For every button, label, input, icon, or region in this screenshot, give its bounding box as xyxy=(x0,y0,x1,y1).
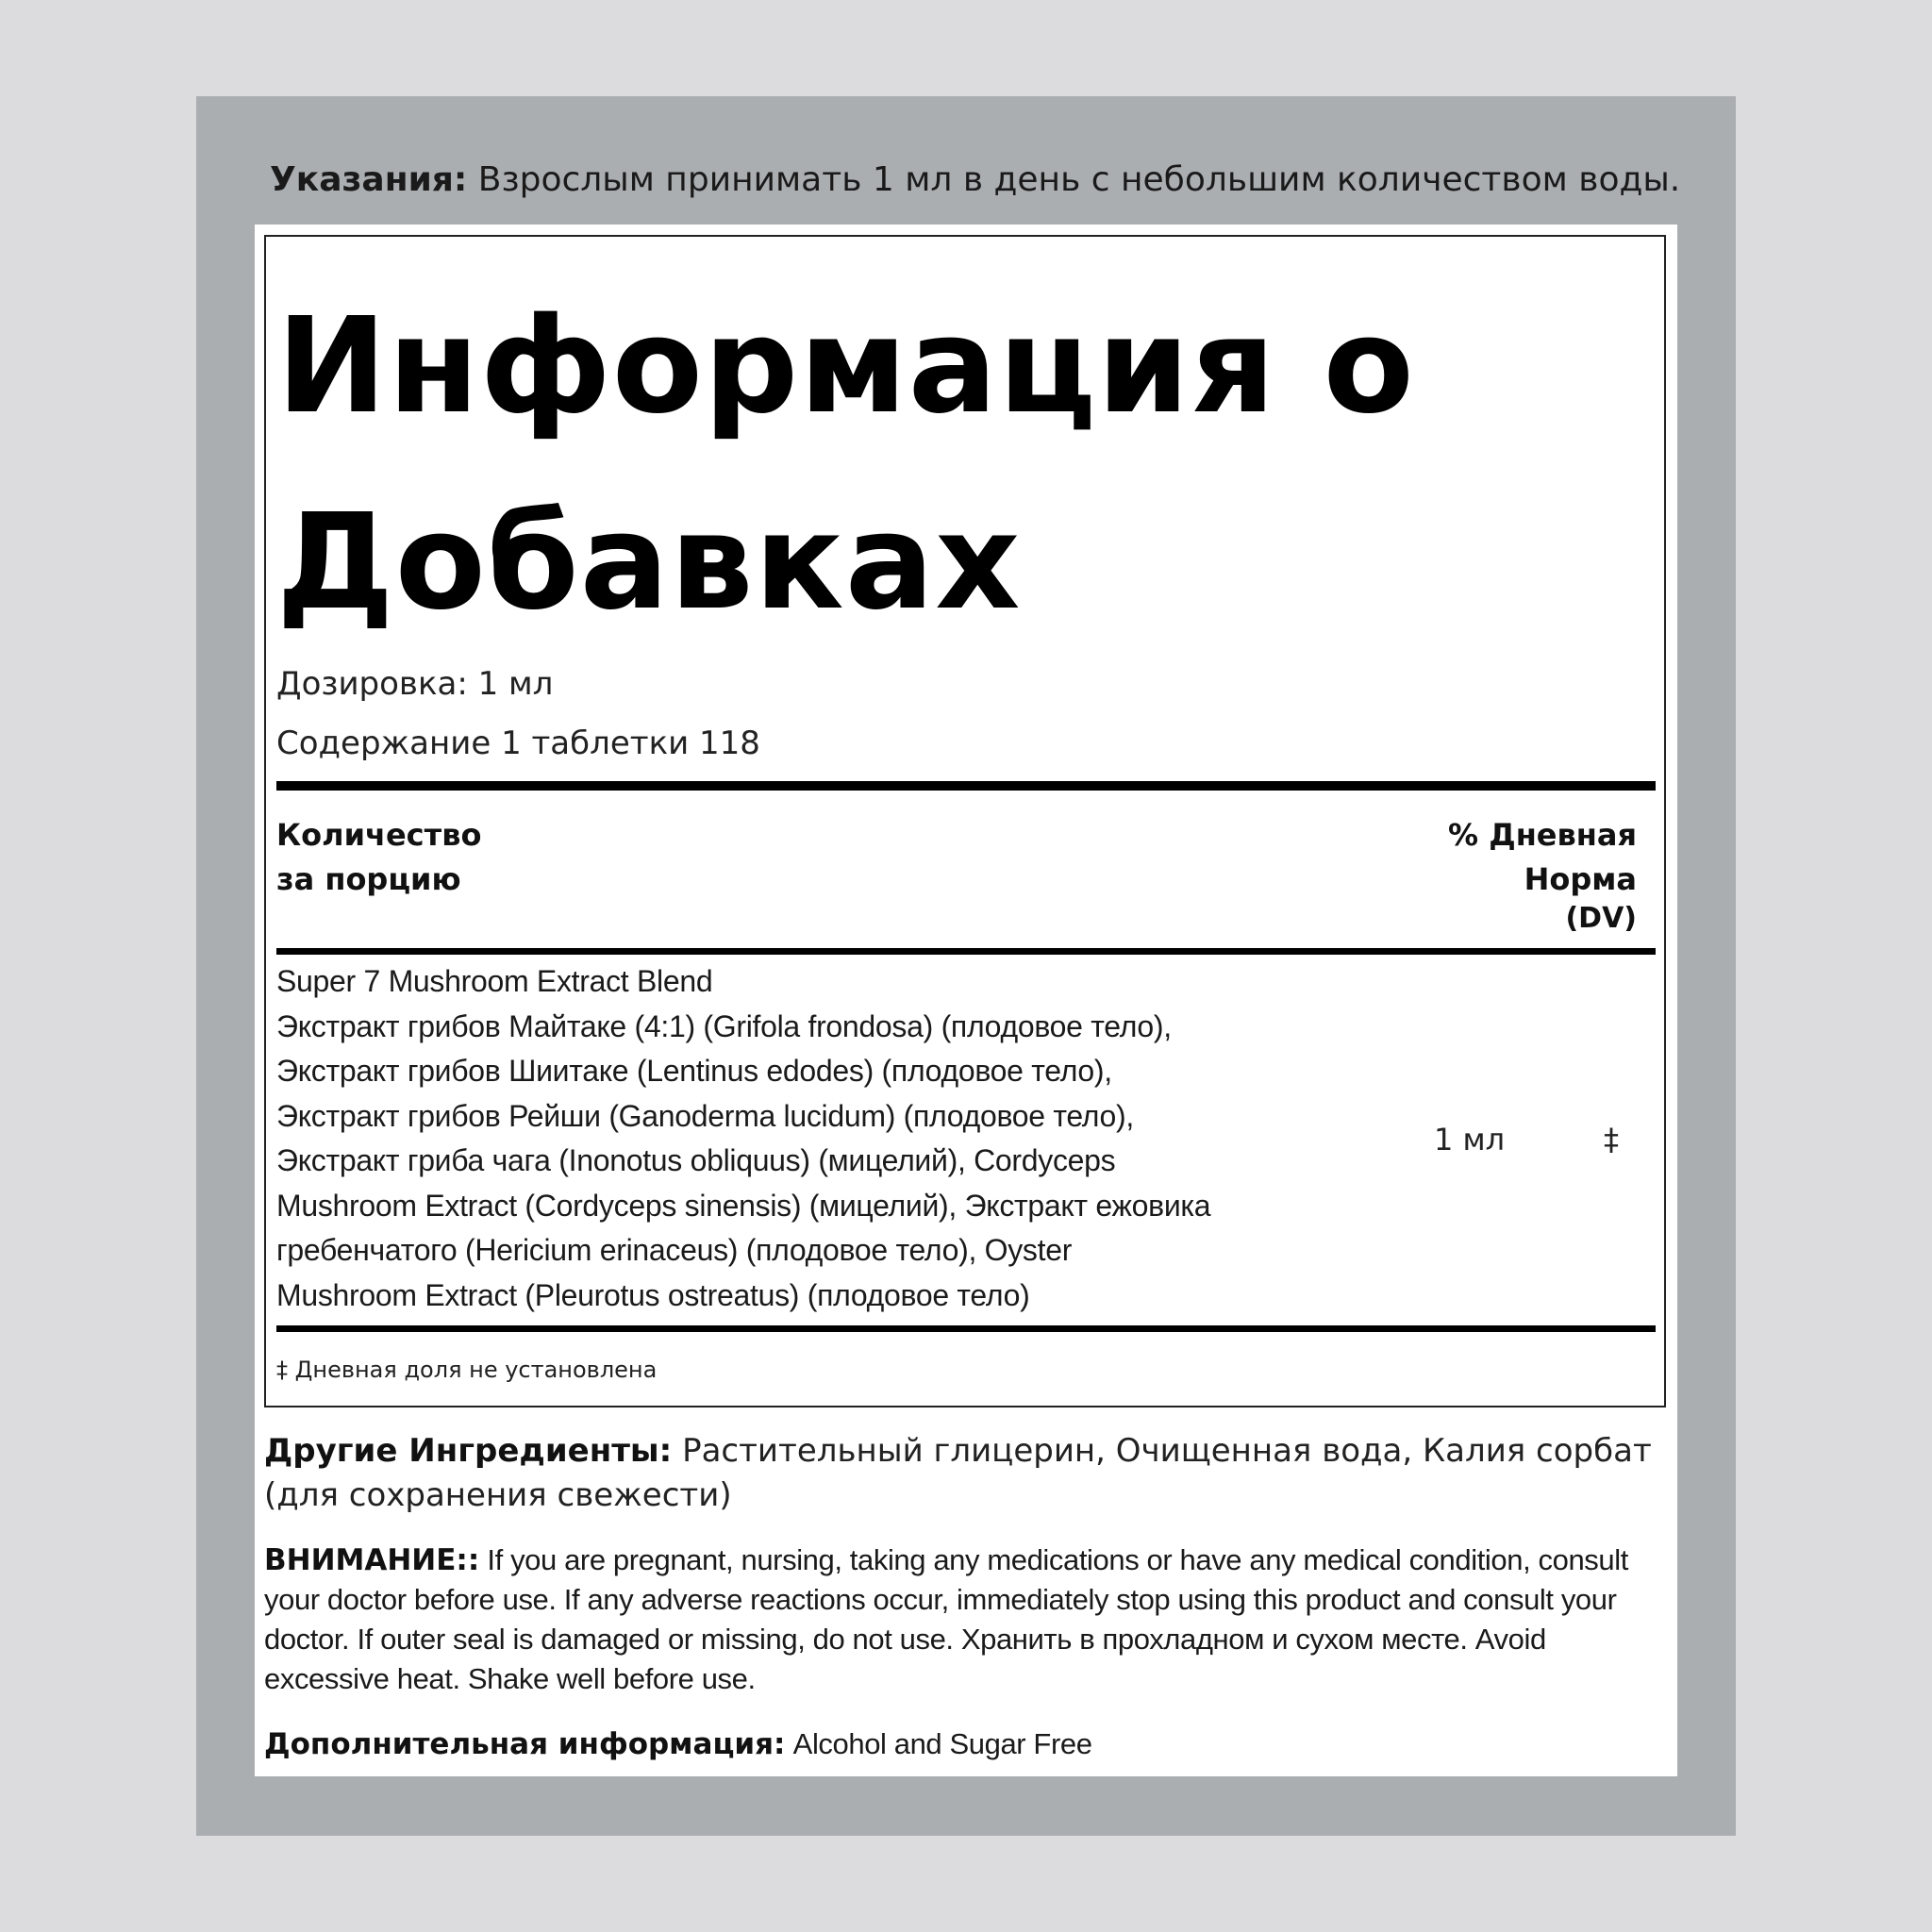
serving-size: Дозировка: 1 мл xyxy=(276,665,554,703)
warning xyxy=(264,1541,1670,1699)
blend-name: Super 7 Mushroom Extract Blend xyxy=(276,964,713,998)
directions-label: Указания: xyxy=(270,160,468,199)
other-ingredients xyxy=(264,1429,1679,1518)
blend-line: Mushroom Extract (Cordyceps sinensis) (мицелий), Экстракт ежовика xyxy=(276,1188,1211,1223)
blend-amount: 1 мл xyxy=(1434,1122,1506,1158)
directions xyxy=(270,158,1723,202)
warning-label: ВНИМАНИЕ:: xyxy=(264,1543,480,1577)
additional-info-label: Дополнительная информация: xyxy=(264,1727,786,1761)
supplement-facts-title xyxy=(276,269,1644,661)
blend-description xyxy=(276,959,1220,1318)
additional-info xyxy=(264,1724,1670,1765)
additional-info-text: Alcohol and Sugar Free xyxy=(785,1727,1092,1760)
daily-value-header xyxy=(1368,813,1637,936)
dv-header-line-2: Норма xyxy=(1524,861,1637,897)
footer-divider xyxy=(276,1325,1656,1332)
directions-text: Взрослым принимать 1 мл в день с небольшим количеством воды. xyxy=(467,160,1681,199)
other-ingredients-text: Растительный глицерин, Очищенная вода, Калия сорбат (для сохранения свежести) xyxy=(264,1432,1652,1514)
blend-line: гребенчатого (Hericium erinaceus) (плодовое тело), Oyster xyxy=(276,1233,1073,1267)
blend-line: Mushroom Extract (Pleurotus ostreatus) (плодовое тело) xyxy=(276,1277,1030,1312)
amount-header-line-2: за порцию xyxy=(276,861,461,897)
amount-per-serving-header xyxy=(276,813,559,902)
footnote: ‡ Дневная доля не установлена xyxy=(276,1357,658,1383)
blend-line: Экстракт грибов Рейши (Ganoderma lucidum) (плодовое тело), xyxy=(276,1098,1134,1133)
servings-per-container: Содержание 1 таблетки 118 xyxy=(276,724,760,762)
other-ingredients-label: Другие Ингредиенты: xyxy=(264,1432,673,1470)
warning-text: If you are pregnant, nursing, taking any medications or have any medical condition, consult your doctor before use. If any adverse reactions occur, immediately stop using this product and consult your doctor. If outer seal is damaged or missing, do not use. Хранить в прохладном и сухом месте. Avoid excessive heat. Shake well before use. xyxy=(264,1543,1628,1695)
blend-line: Экстракт грибов Шиитаке (Lentinus edodes) (плодовое тело), xyxy=(276,1054,1112,1088)
thick-divider xyxy=(276,781,1656,791)
blend-line: Экстракт грибов Майтаке (4:1) (Grifola frondosa) (плодовое тело), xyxy=(276,1008,1172,1043)
title-line-1: Информация о xyxy=(276,290,1415,443)
blend-daily-value: ‡ xyxy=(1604,1122,1619,1158)
amount-header-line-1: Количество xyxy=(276,817,482,853)
dv-header-line-3: (DV) xyxy=(1565,902,1637,935)
title-line-2: Добавках xyxy=(276,486,1022,640)
dv-header-line-1: % Дневная xyxy=(1447,817,1637,853)
header-divider xyxy=(276,948,1656,955)
blend-line: Экстракт гриба чага (Inonotus obliquus) (мицелий), Cordyceps xyxy=(276,1143,1116,1177)
